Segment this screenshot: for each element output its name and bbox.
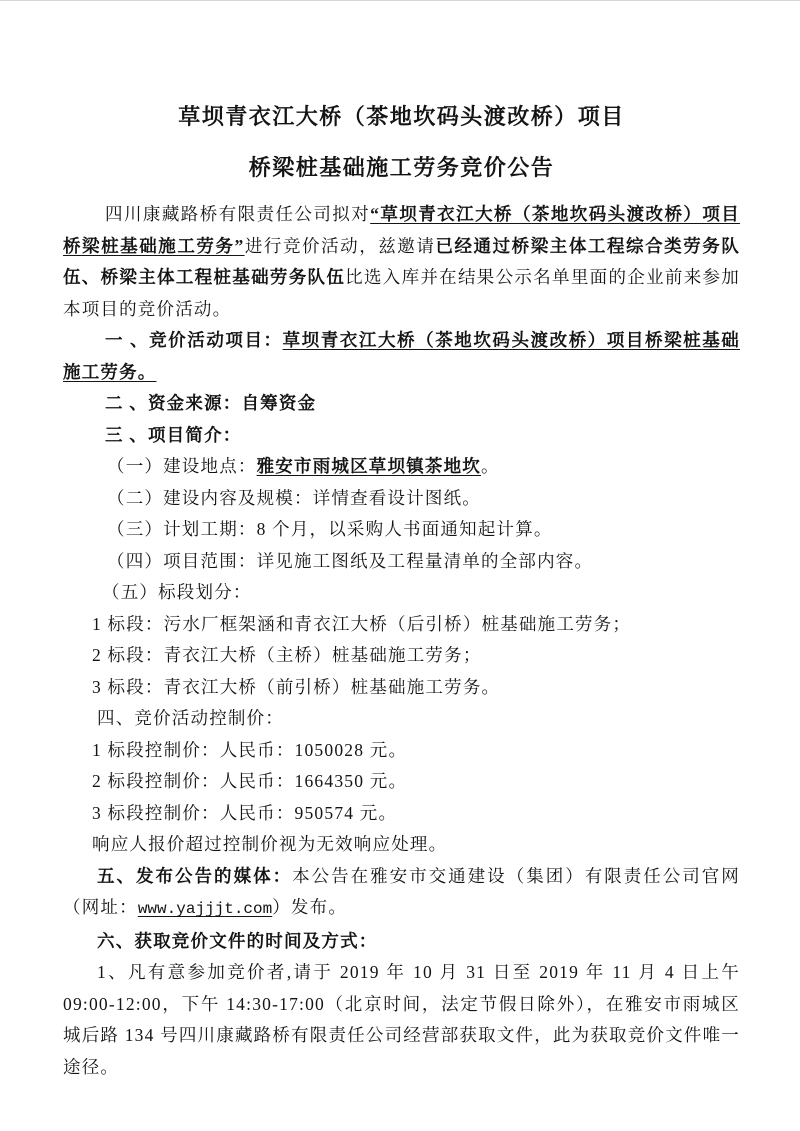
section-5-text-before-url: 本公告在雅安市交通建设（集团）有限责任公司官网（网址： bbox=[63, 865, 740, 917]
lot-2-control-price: 2 标段控制价：人民币：1664350 元。 bbox=[92, 771, 408, 791]
lot-1-description: 1 标段：污水厂框架涵和青衣江大桥（后引桥）桩基础施工劳务； bbox=[92, 613, 632, 634]
sub-item-1-tail: 。 bbox=[481, 456, 500, 476]
section-3-project-brief bbox=[63, 420, 740, 452]
sub-item-5-lot-division: （五）标段划分： bbox=[102, 582, 252, 602]
section-4-control-price bbox=[63, 703, 740, 735]
section-2-label: 二 、资金来源： bbox=[105, 393, 242, 413]
section-5-label: 五、发布公告的媒体： bbox=[97, 865, 293, 886]
intro-mid: 进行竞价活动，兹邀请 bbox=[244, 235, 436, 256]
closing-paragraph: 1、凡有意参加竞价者,请于 2019 年 10 月 31 日至 2019 年 11 月 4 日上午 09:00-12:00，下午 14:30-17:00（北京时间，法定节假日除外），在雅安市雨城区城后路 134 号四川康藏路桥有限责任公司经营部获取文件，此为获取竞价文件唯一途径。 bbox=[63, 962, 740, 1077]
lot-2-description: 2 标段：青衣江大桥（主桥）桩基础施工劳务； bbox=[92, 645, 482, 665]
title-line-2: 桥梁桩基础施工劳务竞价公告 bbox=[248, 155, 555, 180]
sub-item-4-range: （四）项目范围：详见施工图纸及工程量清单的全部内容。 bbox=[107, 550, 594, 571]
lot-1-control-price: 1 标段控制价：人民币：1050028 元。 bbox=[92, 739, 408, 760]
section-6-document-acquisition bbox=[63, 926, 740, 958]
sub-item-3-schedule: （三）计划工期：8 个月，以采购人书面通知起计算。 bbox=[107, 519, 553, 539]
sub-item-1-label: （一）建设地点： bbox=[107, 456, 257, 476]
section-6-label: 六、获取竞价文件的时间及方式： bbox=[97, 930, 378, 951]
sub-item-1-location bbox=[63, 451, 740, 483]
sub-item-1-value: 雅安市雨城区草坝镇茶地坎 bbox=[256, 456, 482, 476]
section-3-label: 三 、项目简介： bbox=[105, 424, 242, 445]
section-5-announcement-media bbox=[63, 861, 740, 926]
lot-3-control-price: 3 标段控制价：人民币：950574 元。 bbox=[92, 802, 398, 823]
section-2-value: 自筹资金 bbox=[241, 393, 317, 413]
title-line-1: 草坝青衣江大桥（茶地坎码头渡改桥）项目 bbox=[178, 104, 625, 129]
intro-project-name: “草坝青衣江大桥（茶地坎码头渡改桥）项目桥梁桩基础施工劳务” bbox=[63, 204, 740, 256]
section-1-auction-project bbox=[63, 325, 740, 388]
section-5-text-after-url: ）发布。 bbox=[272, 897, 348, 917]
section-2-funding-source bbox=[63, 388, 740, 420]
intro-lead: 四川康藏路桥有限责任公司拟对 bbox=[105, 204, 371, 224]
intro-paragraph bbox=[63, 199, 740, 325]
intro-tail: 比选入库并在结果公示名单里面的企业前来参加本项目的竞价活动。 bbox=[63, 267, 741, 319]
control-price-note: 响应人报价超过控制价视为无效响应处理。 bbox=[92, 834, 448, 854]
document-title bbox=[63, 91, 740, 193]
section-1-value: 草坝青衣江大桥（茶地坎码头渡改桥）项目桥梁桩基础施工劳务。 bbox=[63, 330, 740, 382]
official-website-link[interactable]: www.yajjjt.com bbox=[137, 900, 273, 918]
sub-item-2-scope: （二）建设内容及规模：详情查看设计图纸。 bbox=[107, 487, 481, 508]
section-4-label: 四、竞价活动控制价： bbox=[97, 708, 284, 728]
intro-qualified-teams: 已经通过桥梁主体工程综合类劳务队伍、桥梁主体工程桩基础劳务队伍 bbox=[63, 235, 741, 287]
section-1-label: 一 、竞价活动项目： bbox=[105, 330, 283, 350]
lot-3-description: 3 标段：青衣江大桥（前引桥）桩基础施工劳务。 bbox=[92, 676, 501, 697]
